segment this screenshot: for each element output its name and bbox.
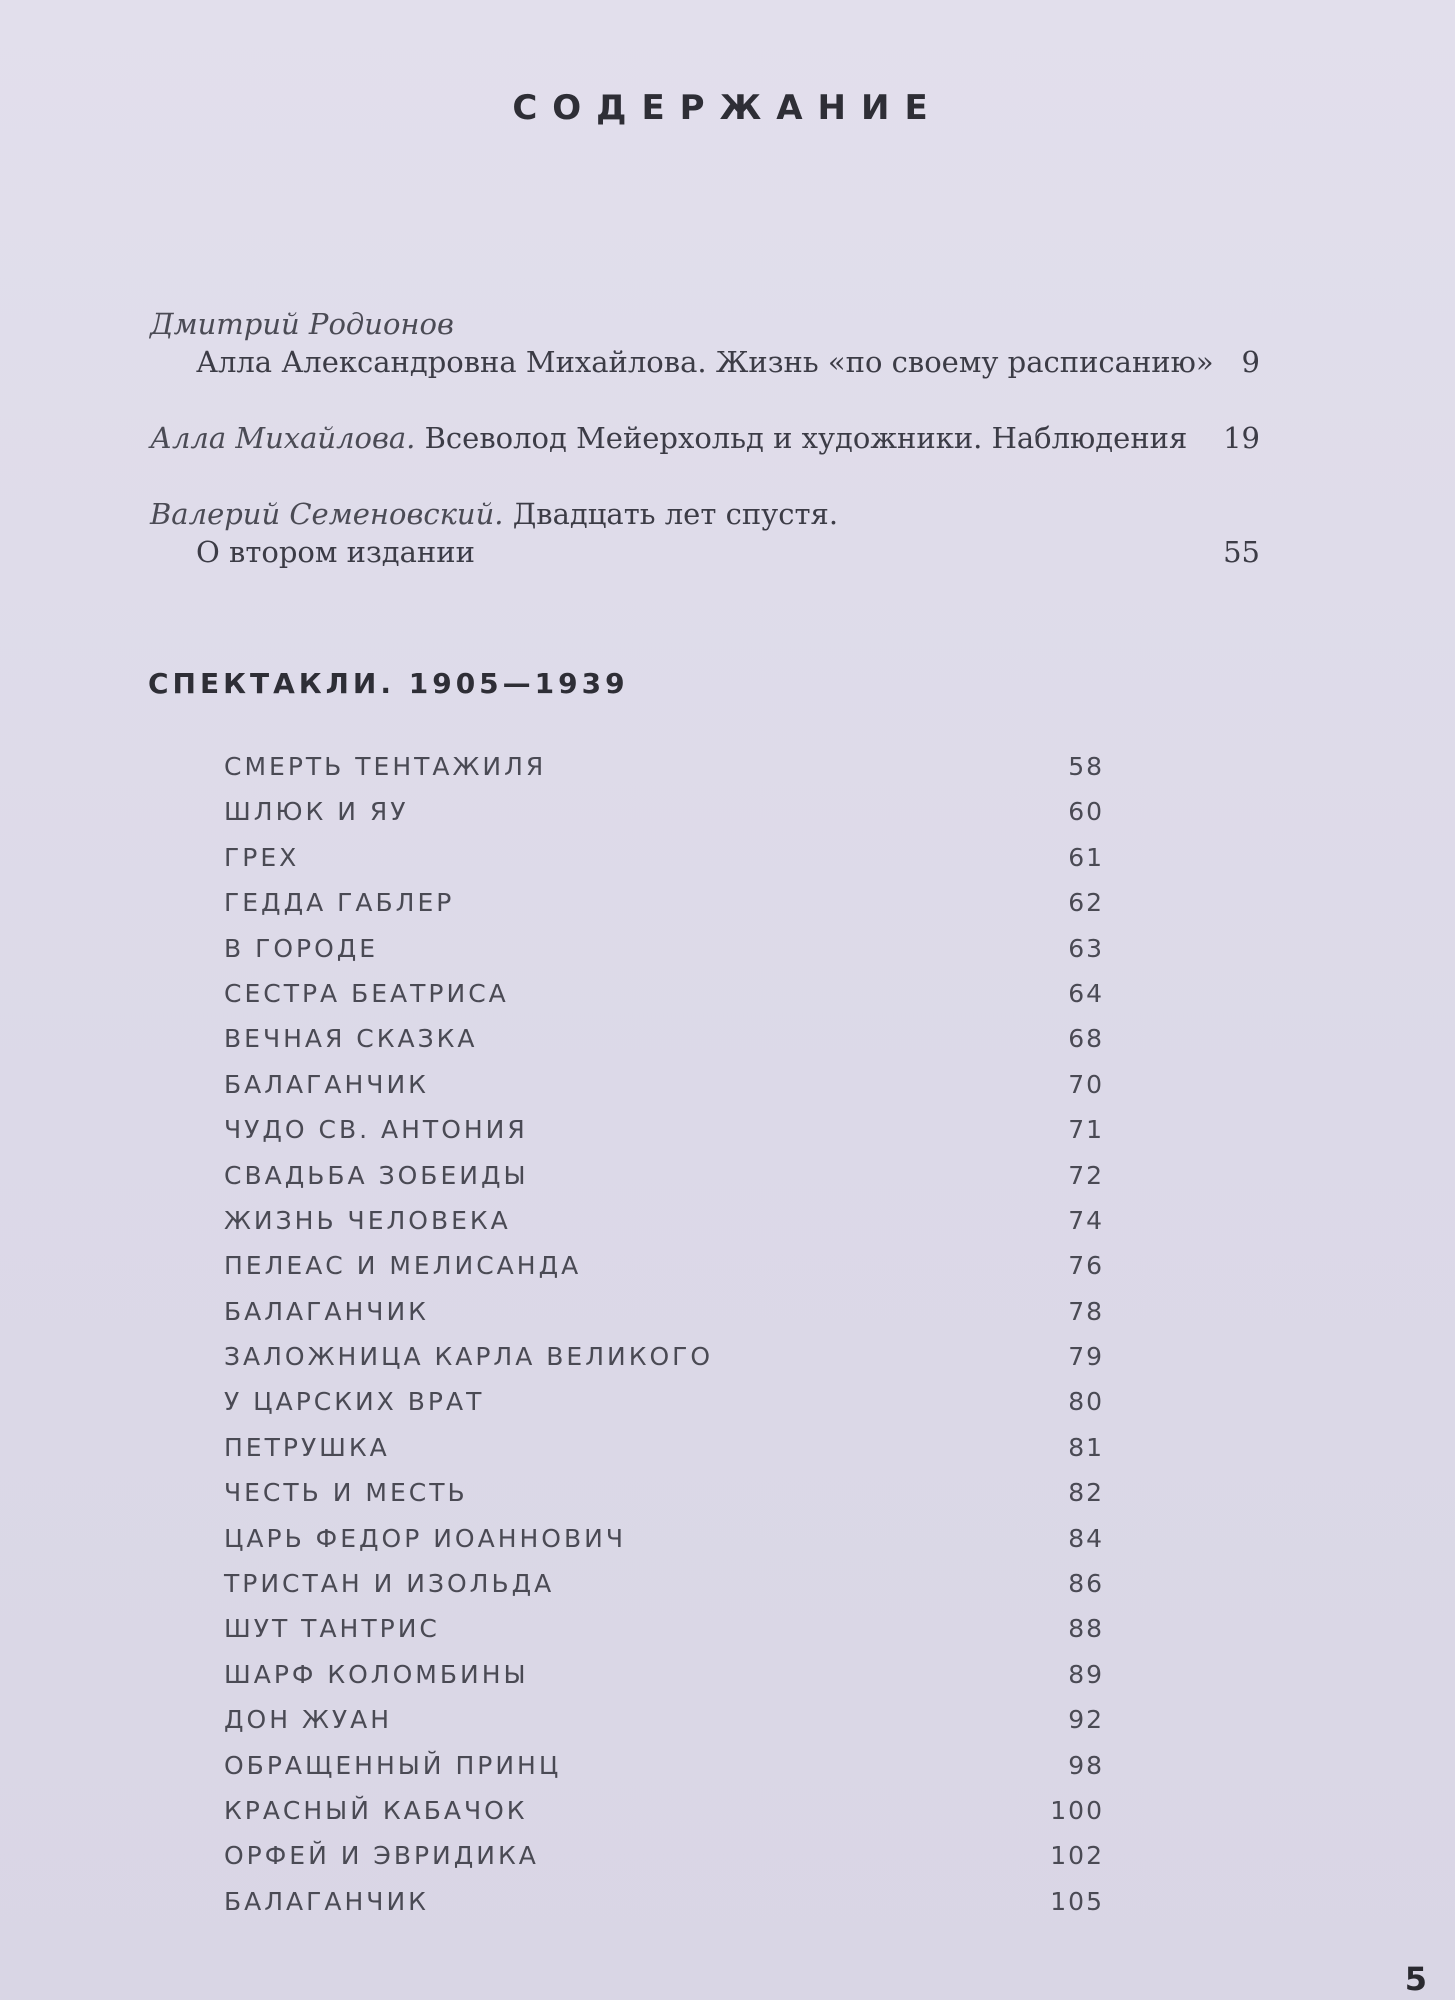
play-page-number: 70 — [1068, 1069, 1104, 1099]
play-entry — [224, 1342, 1104, 1387]
play-entry — [224, 1660, 1104, 1705]
play-title: ГЕДДА ГАБЛЕР — [224, 888, 455, 918]
play-title: СМЕРТЬ ТЕНТАЖИЛЯ — [224, 752, 547, 781]
play-page-number: 58 — [1068, 752, 1104, 781]
play-entry — [224, 1251, 1104, 1296]
play-entry — [224, 1841, 1104, 1886]
play-title: ДОН ЖУАН — [224, 1705, 393, 1735]
essay-entry — [150, 419, 1260, 457]
play-page-number: 64 — [1068, 978, 1104, 1008]
essay-author: Алла Михайлова. — [150, 421, 416, 455]
play-title: ВЕЧНАЯ СКАЗКА — [224, 1024, 478, 1054]
play-title: СВАДЬБА ЗОБЕИДЫ — [224, 1160, 529, 1190]
page-title: СОДЕРЖАНИЕ — [512, 88, 943, 128]
play-entry — [224, 1070, 1104, 1115]
play-page-number: 79 — [1068, 1342, 1104, 1372]
play-page-number: 60 — [1068, 797, 1104, 827]
play-entry — [224, 888, 1104, 933]
play-entry — [224, 1115, 1104, 1160]
play-title: БАЛАГАНЧИК — [224, 1296, 429, 1326]
play-title: ГРЕХ — [224, 842, 300, 872]
play-entry — [224, 843, 1104, 888]
play-entry — [224, 1433, 1104, 1478]
section-heading: СПЕКТАКЛИ. 1905—1939 — [148, 667, 629, 700]
page-folio: 5 — [1404, 1960, 1427, 1998]
play-page-number: 68 — [1068, 1024, 1104, 1054]
essay-entry — [150, 495, 1260, 571]
play-title: КРАСНЫЙ КАБАЧОК — [224, 1795, 528, 1825]
play-page-number: 98 — [1068, 1750, 1104, 1780]
play-title: БАЛАГАНЧИК — [224, 1886, 429, 1916]
play-title: ШАРФ КОЛОМБИНЫ — [224, 1659, 529, 1689]
play-title: ОРФЕЙ И ЭВРИДИКА — [224, 1841, 539, 1871]
essay-author: Валерий Семеновский. — [150, 497, 504, 531]
play-entry — [224, 797, 1104, 842]
play-title: ШУТ ТАНТРИС — [224, 1614, 440, 1644]
play-page-number: 71 — [1068, 1115, 1104, 1145]
play-entry — [224, 979, 1104, 1024]
play-page-number: 89 — [1068, 1659, 1104, 1689]
play-entry — [224, 1206, 1104, 1251]
play-page-number: 62 — [1068, 888, 1104, 918]
play-page-number: 102 — [1050, 1841, 1104, 1871]
play-page-number: 80 — [1068, 1387, 1104, 1417]
play-entry — [224, 1024, 1104, 1069]
play-entry — [224, 1387, 1104, 1432]
play-entry — [224, 934, 1104, 979]
play-entry — [224, 1569, 1104, 1614]
play-entry — [224, 1614, 1104, 1659]
essay-entry — [150, 305, 1260, 381]
play-page-number: 61 — [1068, 842, 1104, 872]
essay-page-number: 9 — [1241, 345, 1260, 379]
play-title: ЦАРЬ ФЕДОР ИОАННОВИЧ — [224, 1523, 626, 1553]
play-page-number: 88 — [1068, 1614, 1104, 1644]
play-entry — [224, 1478, 1104, 1523]
essay-author: Дмитрий Родионов — [150, 307, 454, 341]
essay-page-number: 19 — [1223, 421, 1260, 455]
essay-page-number: 55 — [1223, 535, 1260, 569]
play-page-number: 78 — [1068, 1296, 1104, 1326]
play-entry — [224, 1751, 1104, 1796]
play-page-number: 63 — [1068, 933, 1104, 963]
play-page-number: 82 — [1068, 1478, 1104, 1508]
play-page-number: 72 — [1068, 1160, 1104, 1190]
play-entry — [224, 1297, 1104, 1342]
play-entry — [224, 1796, 1104, 1841]
play-title: ПЕЛЕАС И МЕЛИСАНДА — [224, 1251, 582, 1281]
play-title: ЗАЛОЖНИЦА КАРЛА ВЕЛИКОГО — [224, 1342, 714, 1372]
play-title: ТРИСТАН И ИЗОЛЬДА — [224, 1569, 555, 1599]
play-page-number: 84 — [1068, 1523, 1104, 1553]
play-page-number: 74 — [1068, 1205, 1104, 1235]
play-title: ЖИЗНЬ ЧЕЛОВЕКА — [224, 1205, 511, 1235]
play-title: ПЕТРУШКА — [224, 1432, 390, 1462]
essay-title: Всеволод Мейерхольд и художники. Наблюдения — [424, 421, 1188, 455]
play-page-number: 100 — [1050, 1795, 1104, 1825]
play-page-number: 81 — [1068, 1432, 1104, 1462]
play-title: ЧУДО СВ. АНТОНИЯ — [224, 1115, 528, 1145]
play-page-number: 105 — [1050, 1886, 1104, 1916]
essay-title: Алла Александровна Михайлова. Жизнь «по своему расписанию» — [196, 345, 1214, 379]
play-page-number: 92 — [1068, 1705, 1104, 1735]
essay-title-continued: О втором издании — [196, 535, 475, 569]
play-entry — [224, 1887, 1104, 1932]
play-title: БАЛАГАНЧИК — [224, 1069, 429, 1099]
play-page-number: 76 — [1068, 1251, 1104, 1281]
play-entry — [224, 752, 1104, 797]
play-title: ОБРАЩЕННЫЙ ПРИНЦ — [224, 1750, 562, 1780]
essay-title: Двадцать лет спустя. — [512, 497, 839, 531]
essays-list — [150, 305, 1260, 571]
play-entry — [224, 1161, 1104, 1206]
play-title: ЧЕСТЬ И МЕСТЬ — [224, 1478, 468, 1508]
play-title: У ЦАРСКИХ ВРАТ — [224, 1387, 485, 1417]
plays-list — [224, 752, 1104, 1932]
play-entry — [224, 1705, 1104, 1750]
play-entry — [224, 1524, 1104, 1569]
play-title: СЕСТРА БЕАТРИСА — [224, 978, 509, 1008]
play-page-number: 86 — [1068, 1569, 1104, 1599]
play-title: В ГОРОДЕ — [224, 933, 379, 963]
play-title: ШЛЮК И ЯУ — [224, 797, 409, 827]
